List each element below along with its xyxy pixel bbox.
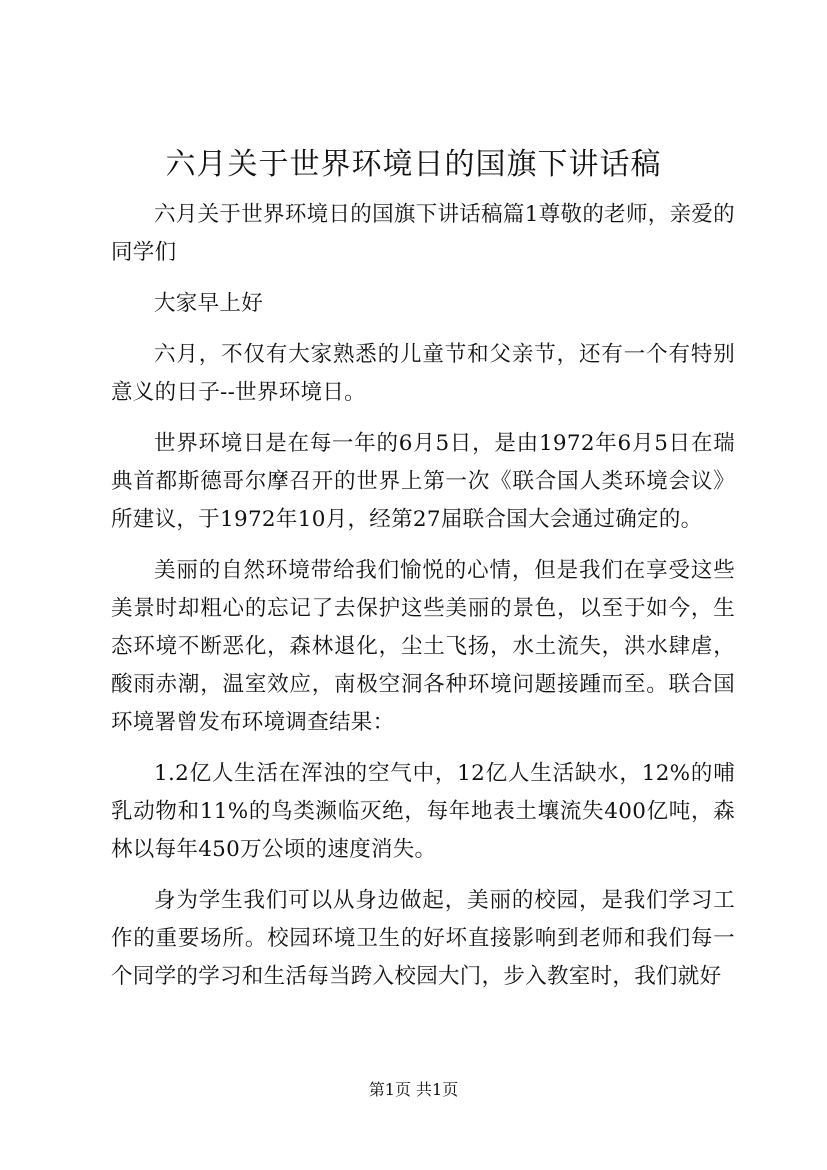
paragraph-environment-day-origin: 世界环境日是在每一年的6月5日，是由1972年6月5日在瑞典首都斯德哥尔摩召开的世界上第一次《联合国人类环境会议》所建议，于1972年10月，经第27届联合国大会通过确定的。 (111, 431, 735, 532)
document-body (111, 196, 735, 1009)
paragraph-statistics: 1.2亿人生活在浑浊的空气中，12亿人生活缺水，12%的哺乳动物和11%的鸟类濒临灭绝，每年地表土壤流失400亿吨，森林以每年450万公顷的速度消失。 (111, 761, 735, 862)
paragraph-good-morning: 大家早上好 (154, 291, 264, 316)
paragraph-environment-problems: 美丽的自然环境带给我们愉悦的心情，但是我们在享受这些美景时却粗心的忘记了去保护这些美丽的景色，以至于如今，生态环境不断恶化，森林退化，尘土飞扬，水土流失，洪水肆虐，酸雨赤潮，温室效应，南极空洞各种环境问题接踵而至。联合国环境署曾发布环境调查结果： (111, 558, 735, 735)
paragraph-student-action: 身为学生我们可以从身边做起，美丽的校园，是我们学习工作的重要场所。校园环境卫生的好坏直接影响到老师和我们每一个同学的学习和生活每当跨入校园大门，步入教室时，我们就好 (111, 888, 735, 989)
paragraph-greeting-heading: 六月关于世界环境日的国旗下讲话稿篇1尊敬的老师，亲爱的同学们 (111, 202, 735, 265)
paragraph-june-holidays: 六月，不仅有大家熟悉的儿童节和父亲节，还有一个有特别意义的日子--世界环境日。 (111, 342, 735, 405)
document-title: 六月关于世界环境日的国旗下讲话稿 (165, 147, 662, 182)
page-number-footer: 第1页 共1页 (368, 1080, 459, 1099)
